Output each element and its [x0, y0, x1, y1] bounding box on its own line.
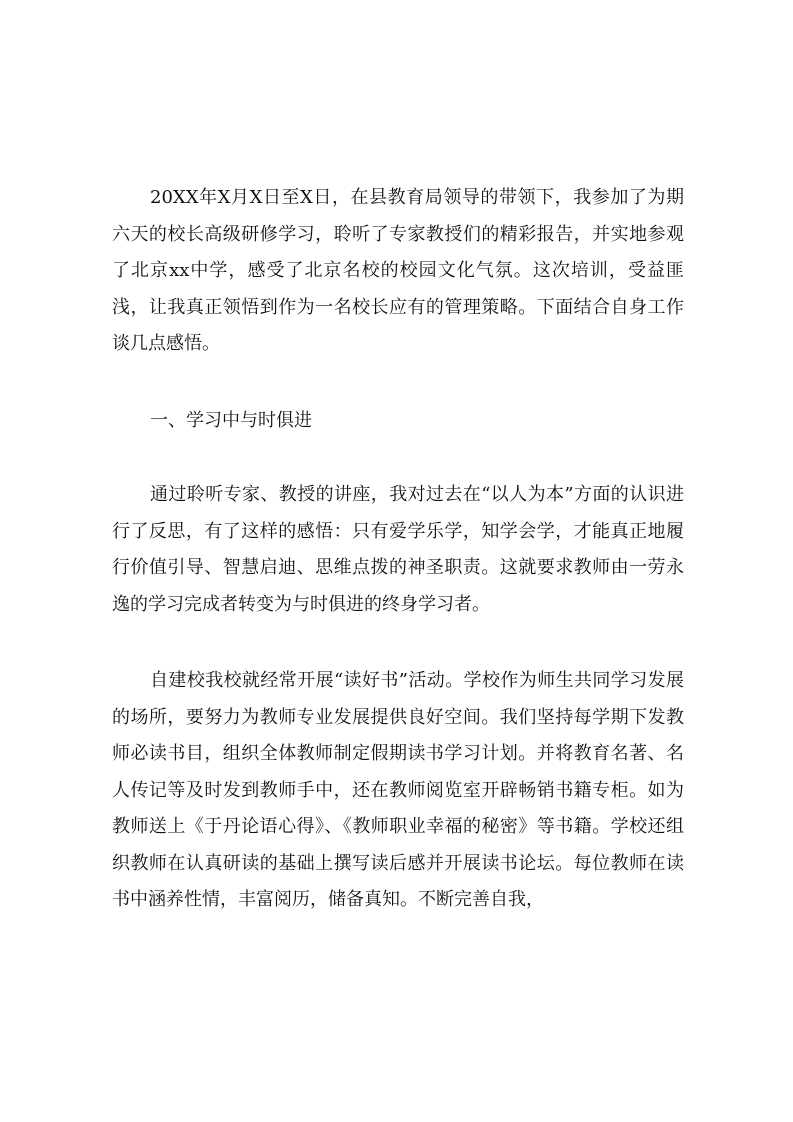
body-paragraph: 通过聆听专家、教授的讲座，我对过去在“以人为本”方面的认识进行了反思，有了这样的感悟：只有爱学乐学，知学会学，才能真正地履行价值引导、智慧启迪、思维点拨的神圣职责。这就要求教师由一劳永逸的学习完成者转变为与时俱进的终身学习者。	[112, 484, 684, 615]
body-paragraph: 自建校我校就经常开展“读好书”活动。学校作为师生共同学习发展的场所，要努力为教师专业发展提供良好空间。我们坚持每学期下发教师必读书目，组织全体教师制定假期读书学习计划。并将教育名著、名人传记等及时发到教师手中，还在教师阅览室开辟畅销书籍专柜。如为教师送上《于丹论语心得》、《教师职业幸福的秘密》等书籍。学校还组织教师在认真研读的基础上撰写读后感并开展读书论坛。每位教师在读书中涵养性情，丰富阅历，储备真知。不断完善自我，	[112, 670, 684, 910]
intro-paragraph: 20XX年X月X日至X日，在县教育局领导的带领下，我参加了为期六天的校长高级研修学习，聆听了专家教授们的精彩报告，并实地参观了北京xx中学，感受了北京名校的校园文化气氛。这次培训，受益匪浅，让我真正领悟到作为一名校长应有的管理策略。下面结合自身工作谈几点感悟。	[112, 187, 684, 354]
document-page	[112, 180, 684, 919]
section-heading: 一、学习中与时俱进	[150, 409, 312, 431]
